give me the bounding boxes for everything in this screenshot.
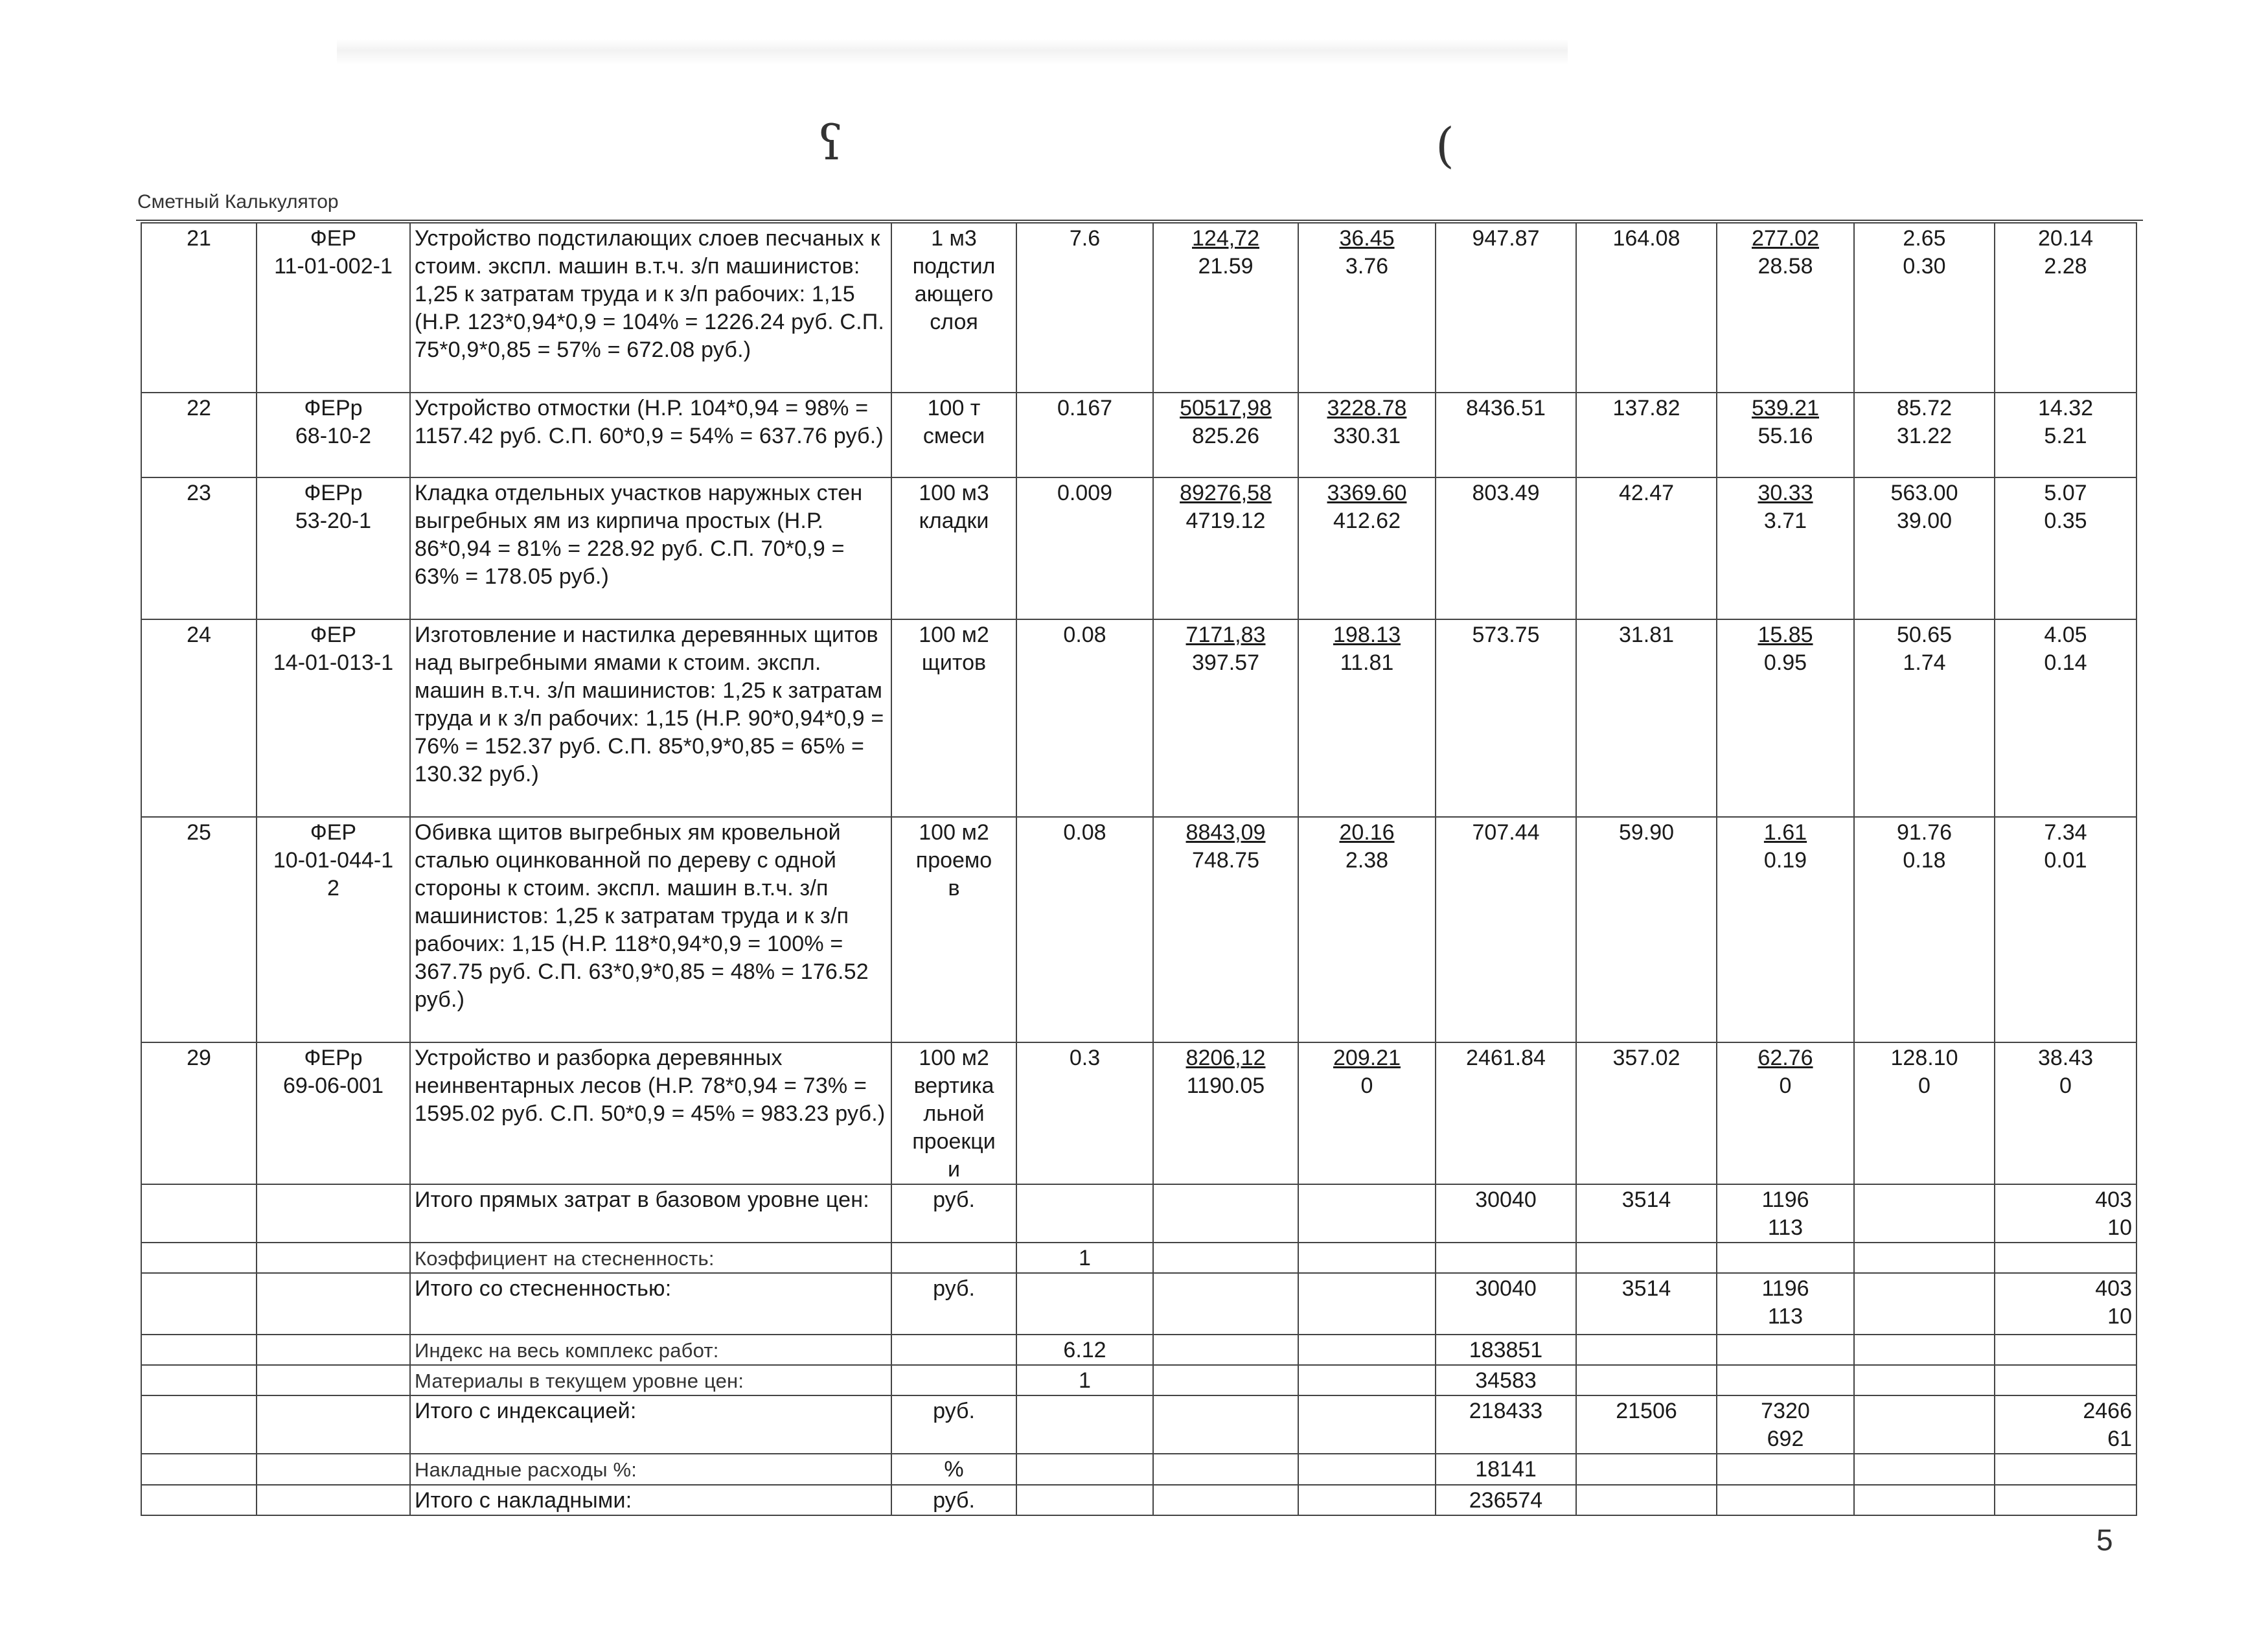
labor-per-unit — [1854, 393, 1995, 477]
totals-qty: 1 — [1016, 1365, 1153, 1395]
labor-per-unit-b: 39.00 — [1896, 509, 1953, 533]
totals-wages: 21506 — [1576, 1395, 1717, 1454]
totals-total-cost: 218433 — [1436, 1395, 1576, 1454]
labor-per-unit-b: 0.30 — [1903, 254, 1946, 279]
machine-total-b: 0.19 — [1763, 848, 1807, 873]
machine-cost-wages: 3.76 — [1345, 254, 1389, 279]
labor-total-a: 14.32 — [2037, 396, 2094, 420]
labor-total — [1995, 223, 2136, 393]
machine-total-b: 0 — [1779, 1073, 1792, 1098]
machine-cost-wages: 11.81 — [1340, 650, 1394, 675]
row-number: 22 — [141, 393, 257, 477]
machine-cost — [1298, 1042, 1436, 1184]
totals-unit: % — [891, 1454, 1016, 1485]
totals-labor: 2466 61 — [1995, 1395, 2136, 1454]
labor-per-unit-b: 0.18 — [1903, 848, 1946, 873]
totals-row — [141, 1395, 2136, 1454]
machine-total-a: 539.21 — [1752, 396, 1819, 420]
labor-total-b: 0.14 — [2044, 650, 2087, 675]
totals-unit: руб. — [891, 1273, 1016, 1335]
machine-cost — [1298, 223, 1436, 393]
unit-cost-wages: 1190.05 — [1186, 1073, 1265, 1098]
totals-labor: 403 10 — [1995, 1273, 2136, 1335]
unit-of-measure: 100 м3 кладки — [891, 477, 1016, 619]
totals-wages: 3514 — [1576, 1184, 1717, 1243]
labor-total-b: 5.21 — [2044, 424, 2087, 448]
machine-cost-total: 20.16 — [1339, 820, 1395, 845]
unit-cost — [1153, 817, 1298, 1042]
total-cost: 947.87 — [1436, 223, 1576, 393]
machine-total — [1717, 477, 1854, 619]
estimate-row — [141, 619, 2136, 817]
labor-per-unit — [1854, 477, 1995, 619]
machine-total — [1717, 1042, 1854, 1184]
work-description: Устройство и разборка деревянных неинвентарных лесов (Н.Р. 78*0,94 = 73% = 1595.02 руб. С.П. 50*0,9 = 45% = 983.23 руб.) — [410, 1042, 891, 1184]
totals-total-cost: 30040 — [1436, 1273, 1576, 1335]
work-description: Устройство отмостки (Н.Р. 104*0,94 = 98% = 1157.42 руб. С.П. 60*0,9 = 54% = 637.76 руб.) — [410, 393, 891, 477]
totals-row — [141, 1365, 2136, 1395]
document-header-title: Сметный Калькулятор — [137, 191, 339, 212]
rate-code: ФЕРр 69-06-001 — [257, 1042, 410, 1184]
unit-cost-total: 89276,58 — [1180, 481, 1272, 505]
labor-total-a: 4.05 — [2044, 623, 2087, 647]
quantity: 0.3 — [1016, 1042, 1153, 1184]
totals-unit: руб. — [891, 1184, 1016, 1243]
machine-cost-total: 3228.78 — [1327, 396, 1407, 420]
machine-total-b: 0.95 — [1763, 650, 1807, 675]
estimate-row — [141, 1042, 2136, 1184]
machine-cost-total: 36.45 — [1339, 226, 1395, 251]
machine-total-a: 15.85 — [1758, 623, 1813, 647]
quantity: 0.08 — [1016, 817, 1153, 1042]
labor-per-unit — [1854, 619, 1995, 817]
totals-label: Итого со стесненностью: — [410, 1273, 891, 1335]
unit-cost-total: 7171,83 — [1186, 623, 1266, 647]
machine-total-b: 55.16 — [1758, 424, 1813, 448]
rate-code: ФЕРр 53-20-1 — [257, 477, 410, 619]
rate-code: ФЕР 10-01-044-1 2 — [257, 817, 410, 1042]
machine-cost-wages: 0 — [1360, 1073, 1373, 1098]
rate-code: ФЕР 14-01-013-1 — [257, 619, 410, 817]
quantity: 0.009 — [1016, 477, 1153, 619]
header-rule — [136, 220, 2143, 221]
labor-per-unit-b: 31.22 — [1896, 424, 1953, 448]
row-number: 24 — [141, 619, 257, 817]
unit-cost-total: 8843,09 — [1186, 820, 1266, 845]
unit-of-measure: 100 т смеси — [891, 393, 1016, 477]
labor-per-unit-a: 50.65 — [1896, 623, 1953, 647]
machine-total-b: 3.71 — [1763, 509, 1807, 533]
totals-row — [141, 1273, 2136, 1335]
wages-cost: 31.81 — [1576, 619, 1717, 817]
machine-cost — [1298, 817, 1436, 1042]
labor-per-unit — [1854, 1042, 1995, 1184]
machine-total-b: 28.58 — [1758, 254, 1813, 279]
total-cost: 707.44 — [1436, 817, 1576, 1042]
machine-cost-wages: 412.62 — [1333, 509, 1401, 533]
labor-per-unit-a: 128.10 — [1890, 1046, 1958, 1070]
totals-label: Накладные расходы %: — [410, 1454, 891, 1485]
labor-total-b: 0 — [2059, 1073, 2072, 1098]
labor-total — [1995, 393, 2136, 477]
unit-of-measure: 100 м2 вертика льной проекци и — [891, 1042, 1016, 1184]
rate-code: ФЕРр 68-10-2 — [257, 393, 410, 477]
machine-total — [1717, 817, 1854, 1042]
totals-row — [141, 1485, 2136, 1515]
totals-wages: 3514 — [1576, 1273, 1717, 1335]
work-description: Изготовление и настилка деревянных щитов над выгребными ямами к стоим. экспл. машин в.т.ч. з/п машинистов: 1,25 к затратам труда и к з/п рабочих: 1,15 (Н.Р. 90*0,94*0,9 = 76% = 152.37 руб. С.П. 85*0,9*0,85 = 65% = 130.32 руб.) — [410, 619, 891, 817]
punch-hole-mark: ʕ — [818, 115, 843, 171]
quantity: 0.08 — [1016, 619, 1153, 817]
estimate-table — [141, 222, 2137, 1516]
machine-cost-total: 198.13 — [1333, 623, 1401, 647]
labor-total-a: 5.07 — [2044, 481, 2087, 505]
unit-of-measure: 1 м3 подстил ающего слоя — [891, 223, 1016, 393]
machine-cost-total: 3369.60 — [1327, 481, 1407, 505]
machine-total — [1717, 223, 1854, 393]
machine-cost-wages: 330.31 — [1333, 424, 1401, 448]
machine-total-a: 277.02 — [1752, 226, 1819, 251]
wages-cost: 42.47 — [1576, 477, 1717, 619]
unit-cost — [1153, 477, 1298, 619]
wages-cost: 164.08 — [1576, 223, 1717, 393]
row-number: 23 — [141, 477, 257, 619]
labor-per-unit — [1854, 817, 1995, 1042]
machine-cost — [1298, 477, 1436, 619]
labor-per-unit — [1854, 223, 1995, 393]
machine-total-a: 1.61 — [1763, 820, 1807, 845]
totals-row — [141, 1454, 2136, 1485]
unit-cost — [1153, 223, 1298, 393]
estimate-row — [141, 477, 2136, 619]
quantity: 7.6 — [1016, 223, 1153, 393]
machine-cost — [1298, 393, 1436, 477]
unit-cost-wages: 21.59 — [1198, 254, 1254, 279]
totals-row — [141, 1184, 2136, 1243]
row-number: 25 — [141, 817, 257, 1042]
quantity: 0.167 — [1016, 393, 1153, 477]
total-cost: 573.75 — [1436, 619, 1576, 817]
labor-per-unit-a: 91.76 — [1896, 820, 1953, 845]
labor-per-unit-a: 563.00 — [1890, 481, 1958, 505]
labor-total — [1995, 619, 2136, 817]
unit-of-measure: 100 м2 щитов — [891, 619, 1016, 817]
row-number: 29 — [141, 1042, 257, 1184]
totals-machine: 1196 113 — [1717, 1273, 1854, 1335]
totals-label: Индекс на весь комплекс работ: — [410, 1335, 891, 1365]
total-cost: 8436.51 — [1436, 393, 1576, 477]
unit-cost-wages: 748.75 — [1192, 848, 1259, 873]
labor-total-b: 0.01 — [2044, 848, 2087, 873]
labor-per-unit-b: 1.74 — [1903, 650, 1946, 675]
totals-machine: 1196 113 — [1717, 1184, 1854, 1243]
machine-total-a: 62.76 — [1758, 1046, 1813, 1070]
wages-cost: 59.90 — [1576, 817, 1717, 1042]
page-number: 5 — [2096, 1523, 2113, 1557]
work-description: Обивка щитов выгребных ям кровельной сталью оцинкованной по дереву с одной стороны к стоим. экспл. машин в.т.ч. з/п машинистов: 1,25 к затратам труда и к з/п рабочих: 1,15 (Н.Р. 118*0,94*0,9 = 100% = 367.75 руб. С.П. 63*0,9*0,85 = 48% = 176.52 руб.) — [410, 817, 891, 1042]
wages-cost: 137.82 — [1576, 393, 1717, 477]
unit-cost-wages: 4719.12 — [1186, 509, 1266, 533]
rate-code: ФЕР 11-01-002-1 — [257, 223, 410, 393]
labor-total — [1995, 817, 2136, 1042]
totals-total-cost: 30040 — [1436, 1184, 1576, 1243]
totals-label: Итого с накладными: — [410, 1485, 891, 1515]
unit-cost-total: 8206,12 — [1186, 1046, 1266, 1070]
unit-cost-wages: 825.26 — [1192, 424, 1259, 448]
estimate-row — [141, 223, 2136, 393]
totals-label: Итого с индексацией: — [410, 1395, 891, 1454]
totals-total-cost: 236574 — [1436, 1485, 1576, 1515]
scan-shadow — [337, 39, 1568, 65]
totals-labor: 403 10 — [1995, 1184, 2136, 1243]
labor-per-unit-a: 85.72 — [1896, 396, 1953, 420]
labor-total-b: 2.28 — [2044, 254, 2087, 279]
machine-total — [1717, 619, 1854, 817]
total-cost: 2461.84 — [1436, 1042, 1576, 1184]
totals-unit: руб. — [891, 1395, 1016, 1454]
totals-qty: 1 — [1016, 1243, 1153, 1273]
totals-label: Коэффициент на стесненность: — [410, 1243, 891, 1273]
totals-row — [141, 1335, 2136, 1365]
unit-cost — [1153, 1042, 1298, 1184]
labor-total-a: 7.34 — [2044, 820, 2087, 845]
totals-label: Материалы в текущем уровне цен: — [410, 1365, 891, 1395]
totals-row — [141, 1243, 2136, 1273]
totals-qty: 6.12 — [1016, 1335, 1153, 1365]
work-description: Устройство подстилающих слоев песчаных к стоим. экспл. машин в.т.ч. з/п машинистов: 1,25 к затратам труда и к з/п рабочих: 1,15 (Н.Р. 123*0,94*0,9 = 104% = 1226.24 руб. С.П. 75*0,9*0,85 = 57% = 672.08 руб.) — [410, 223, 891, 393]
totals-total-cost: 183851 — [1436, 1335, 1576, 1365]
machine-cost-total: 209.21 — [1333, 1046, 1401, 1070]
estimate-row — [141, 817, 2136, 1042]
totals-machine: 7320 692 — [1717, 1395, 1854, 1454]
labor-total — [1995, 477, 2136, 619]
work-description: Кладка отдельных участков наружных стен выгребных ям из кирпича простых (Н.Р. 86*0,94 = 81% = 228.92 руб. С.П. 70*0,9 = 63% = 178.05 руб.) — [410, 477, 891, 619]
labor-total — [1995, 1042, 2136, 1184]
machine-total — [1717, 393, 1854, 477]
labor-per-unit-a: 2.65 — [1903, 226, 1946, 251]
unit-of-measure: 100 м2 проемо в — [891, 817, 1016, 1042]
machine-cost-wages: 2.38 — [1345, 848, 1389, 873]
total-cost: 803.49 — [1436, 477, 1576, 619]
totals-label: Итого прямых затрат в базовом уровне цен: — [410, 1184, 891, 1243]
row-number: 21 — [141, 223, 257, 393]
labor-total-a: 38.43 — [2037, 1046, 2094, 1070]
labor-per-unit-b: 0 — [1918, 1073, 1930, 1098]
machine-cost — [1298, 619, 1436, 817]
totals-total-cost: 18141 — [1436, 1454, 1576, 1485]
unit-cost-total: 124,72 — [1192, 226, 1259, 251]
estimate-row — [141, 393, 2136, 477]
unit-cost-wages: 397.57 — [1192, 650, 1259, 675]
labor-total-b: 0.35 — [2044, 509, 2087, 533]
machine-total-a: 30.33 — [1758, 481, 1813, 505]
totals-unit: руб. — [891, 1485, 1016, 1515]
wages-cost: 357.02 — [1576, 1042, 1717, 1184]
unit-cost — [1153, 393, 1298, 477]
punch-hole-mark: ( — [1436, 118, 1454, 174]
unit-cost-total: 50517,98 — [1180, 396, 1272, 420]
unit-cost — [1153, 619, 1298, 817]
labor-total-a: 20.14 — [2037, 226, 2094, 251]
totals-total-cost: 34583 — [1436, 1365, 1576, 1395]
